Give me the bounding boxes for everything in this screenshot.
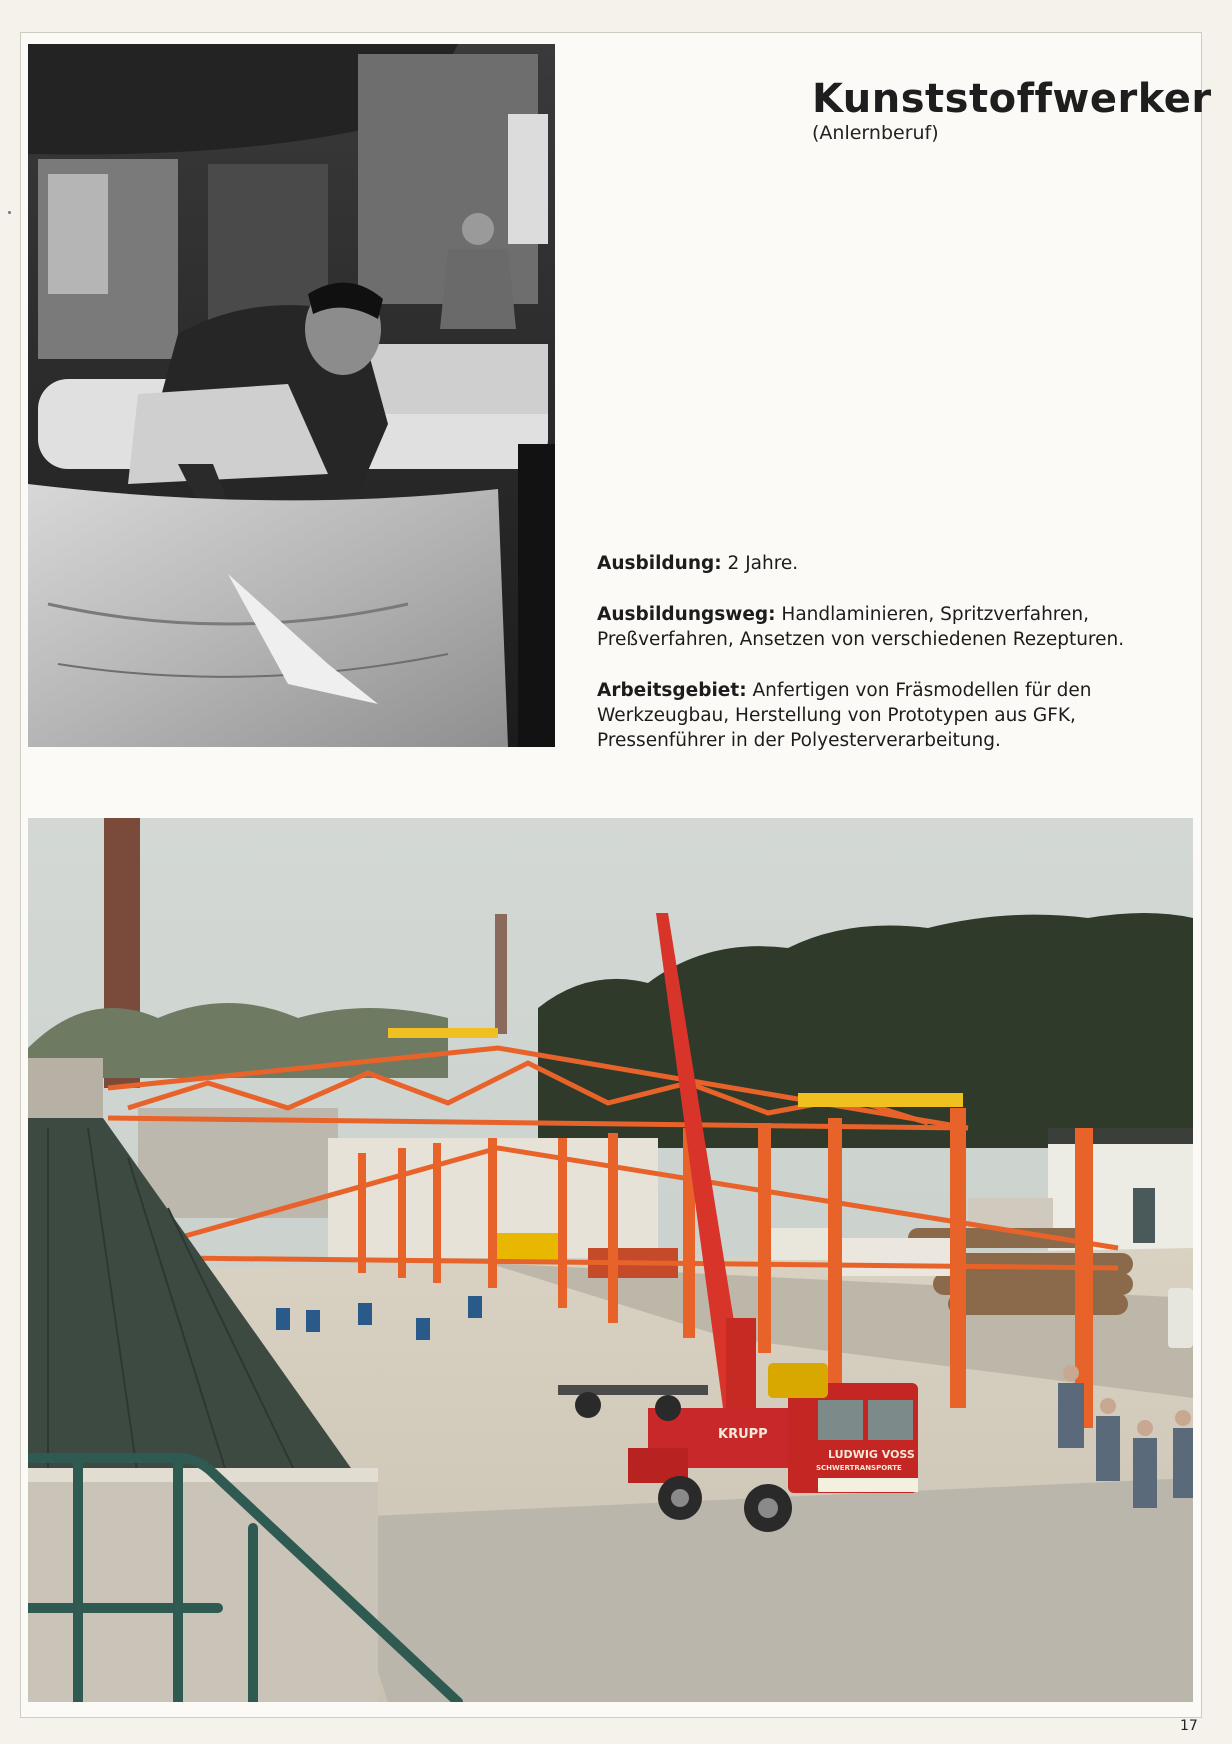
page-title: Kunststoffwerker <box>812 76 1212 122</box>
info-text: Anfertigen von Fräsmodellen für den Werkzeugbau, Herstellung von Prototypen aus GFK, Pressenführer in der Polyesterverarbeitung. <box>597 680 1092 751</box>
truck-company-text: LUDWIG VOSS <box>828 1448 915 1461</box>
photo-hall-construction <box>28 818 1193 1702</box>
info-text: 2 Jahre. <box>721 553 799 574</box>
info-work-area <box>597 678 1177 753</box>
info-label: Arbeitsgebiet: <box>597 680 747 701</box>
truck-brand-text: KRUPP <box>718 1427 768 1442</box>
info-label: Ausbildungsweg: <box>597 604 776 625</box>
info-text: Handlaminieren, Spritzverfahren, Preßverfahren, Ansetzen von verschiedenen Rezepturen. <box>597 604 1125 650</box>
page-subtitle: (Anlernberuf) <box>812 122 939 144</box>
info-label: Ausbildung: <box>597 553 722 574</box>
margin-dot <box>8 211 11 214</box>
truck-service-text: SCHWERTRANSPORTE <box>816 1464 902 1472</box>
photo-worker-laminating <box>28 44 555 747</box>
info-training-path <box>597 602 1177 652</box>
photo-hall-construction-illustration <box>28 818 1193 1702</box>
photo-worker-laminating-illustration <box>28 44 555 747</box>
page-number: 17 <box>1180 1718 1198 1734</box>
info-training-duration <box>597 551 1177 576</box>
